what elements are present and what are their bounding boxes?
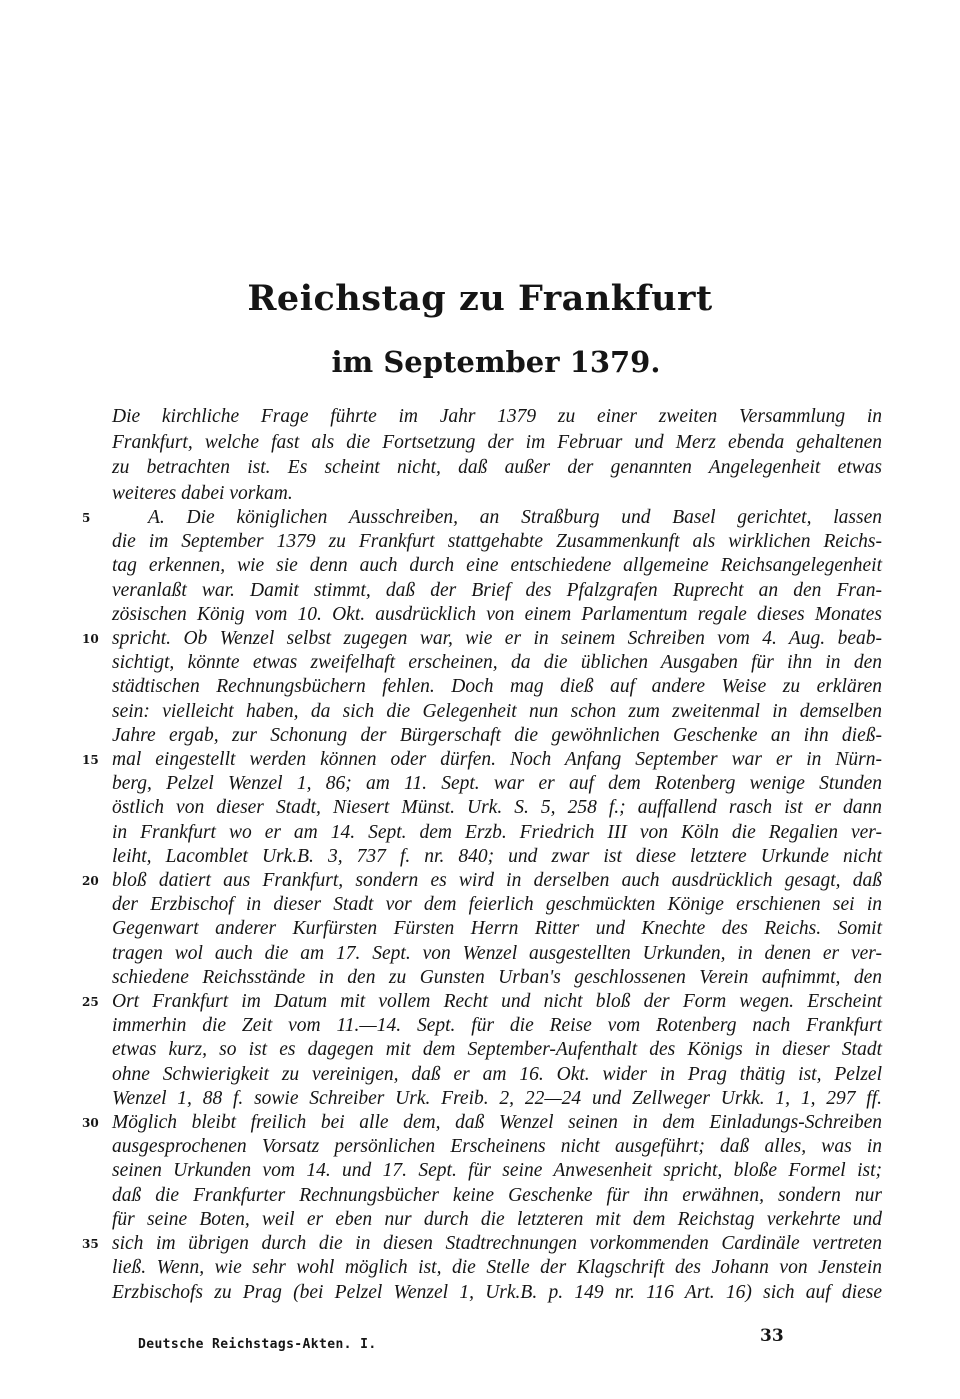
body-line bbox=[112, 1184, 882, 1208]
body-line-text: für seine Boten, weil er eben nur durch die letzteren mit dem Reichstag verkehrte und bbox=[112, 1208, 882, 1230]
body-line-text: Wenzel 1, 88 f. sowie Schreiber Urk. Freib. 2, 22—24 und Zellweger Urkk. 1, 1, 297 ff. bbox=[112, 1087, 882, 1109]
line-number: 10 bbox=[82, 632, 99, 647]
line-number: 15 bbox=[82, 753, 99, 768]
body-line bbox=[112, 1208, 882, 1232]
body-line-text: sein: vielleicht haben, da sich die Gelegenheit nun schon zum zweitenmal in demselben bbox=[112, 700, 882, 722]
body-line bbox=[82, 627, 882, 651]
body-line-text: seinen Urkunden vom 14. und 17. Sept. für seine Anwesenheit spricht, bloße Formel ist; bbox=[112, 1160, 882, 1182]
body-line bbox=[112, 917, 882, 941]
body-line bbox=[82, 1111, 882, 1135]
body-line bbox=[82, 748, 882, 772]
body-line bbox=[112, 1159, 882, 1183]
body-line bbox=[112, 554, 882, 578]
body-line bbox=[112, 579, 882, 603]
page-number: 33 bbox=[760, 1326, 784, 1346]
body-line-text: immerhin die Zeit vom 11.—14. Sept. für die Reise vom Rotenberg nach Frankfurt bbox=[112, 1015, 882, 1037]
body-line bbox=[112, 1063, 882, 1087]
body-line-text: die im September 1379 zu Frankfurt stattgehabte Zusammenkunft als wirklichen Reichs- bbox=[112, 531, 882, 553]
body-line-text: Möglich bleibt freilich bei alle dem, daß Wenzel seinen in dem Einladungs-Schreiben bbox=[112, 1112, 882, 1134]
body-line bbox=[112, 1014, 882, 1038]
body-line-text: A. Die königlichen Ausschreiben, an Straßburg und Basel gerichtet, lassen bbox=[148, 507, 882, 528]
body-line-text: in Frankfurt wo er am 14. Sept. dem Erzb. Friedrich III von Köln die Regalien ver- bbox=[112, 821, 882, 843]
body-line-text: Ort Frankfurt im Datum mit vollem Recht und nicht bloß der Form wegen. Erscheint bbox=[112, 991, 882, 1013]
body-line-text: mal eingestellt werden können oder dürfen. Noch Anfang September war er in Nürn- bbox=[112, 749, 882, 771]
body-line bbox=[112, 675, 882, 699]
body-line bbox=[112, 724, 882, 748]
body-line-text: tragen wol auch die am 17. Sept. von Wenzel ausgestellten Urkunden, in denen er ver- bbox=[112, 942, 882, 964]
body-line-text: ausgesprochenen Vorsatz persönlichen Erscheinens nicht ausgeführt; daß alles, was in bbox=[112, 1136, 882, 1158]
body-line bbox=[112, 1281, 882, 1305]
body-line-text: Gegenwart anderer Kurfürsten Fürsten Herrn Ritter und Knechte des Reichs. Somit bbox=[112, 918, 882, 940]
body-line bbox=[112, 796, 882, 820]
body-line-text: schiedene Reichsstände in den zu Gunsten Urban's geschlossenen Verein aufnimmt, den bbox=[112, 966, 882, 988]
body-line-text: veranlaßt war. Damit stimmt, daß der Brief des Pfalzgrafen Ruprecht an den Fran- bbox=[112, 579, 882, 601]
intro-paragraph bbox=[112, 404, 882, 506]
body-line-text: städtischen Rechnungsbüchern fehlen. Doch mag dieß auf andere Weise zu erklären bbox=[112, 676, 882, 698]
body-line bbox=[112, 893, 882, 917]
line-number: 35 bbox=[82, 1237, 99, 1252]
body-line bbox=[112, 1038, 882, 1062]
body-line-text: sichtigt, könnte etwas zweifelhaft erscheinen, da die üblichen Ausgaben für ihn in den bbox=[112, 652, 882, 674]
body-line-text: zösischen König vom 10. Okt. ausdrücklich von einem Parlamentum regale dieses Monates bbox=[112, 603, 882, 625]
body-line bbox=[82, 990, 882, 1014]
body-line-text: etwas kurz, so ist es dagegen mit dem September-Aufenthalt des Königs in dieser Stadt bbox=[112, 1039, 882, 1061]
line-number: 25 bbox=[82, 995, 99, 1010]
intro-line: Frankfurt, welche fast als die Fortsetzung der im Februar und Merz ebenda gehaltenen bbox=[112, 431, 882, 453]
body-line bbox=[112, 1135, 882, 1159]
body-line bbox=[112, 603, 882, 627]
body-line bbox=[112, 845, 882, 869]
body-line bbox=[112, 942, 882, 966]
body-line bbox=[112, 772, 882, 796]
body-line-text: der Erzbischof in dieser Stadt vor dem feierlich geschmückten Könige erschienen sei in bbox=[112, 894, 882, 916]
body-line-text: östlich von dieser Stadt, Niesert Münst. Urk. S. 5, 258 f.; auffallend rasch ist er dann bbox=[112, 797, 882, 819]
footer-series-title: Deutsche Reichstags-Akten. I. bbox=[138, 1337, 377, 1352]
line-number: 5 bbox=[82, 511, 91, 525]
body-line bbox=[112, 1087, 882, 1111]
line-number: 30 bbox=[82, 1116, 99, 1131]
body-line-text: bloß datiert aus Frankfurt, sondern es wird in derselben auch ausdrücklich gesagt, daß bbox=[112, 870, 882, 892]
body-line bbox=[112, 530, 882, 554]
body-line-text: daß die Frankfurter Rechnungsbücher keine Geschenke für ihn erwähnen, sondern nur bbox=[112, 1184, 882, 1206]
page-title: Reichstag zu Frankfurt bbox=[247, 278, 713, 319]
body-line bbox=[112, 966, 882, 990]
body-line bbox=[82, 1232, 882, 1256]
body-line-text: tag erkennen, wie sie denn auch durch eine entschiedene allgemeine Reichsangelegenheit bbox=[112, 555, 882, 577]
body-line bbox=[112, 1256, 882, 1280]
body-line-text: berg, Pelzel Wenzel 1, 86; am 11. Sept. war er auf dem Rotenberg wenige Stunden bbox=[112, 773, 882, 795]
body-line bbox=[82, 869, 882, 893]
body-line bbox=[82, 506, 882, 530]
line-number: 20 bbox=[82, 874, 99, 889]
body-line bbox=[112, 651, 882, 675]
body-line-text: spricht. Ob Wenzel selbst zugegen war, wie er in seinem Schreiben vom 4. Aug. beab- bbox=[112, 628, 882, 650]
intro-line: weiteres dabei vorkam. bbox=[112, 482, 293, 504]
body-line-text: Erzbischofs zu Prag (bei Pelzel Wenzel 1, Urk.B. p. 149 nr. 116 Art. 16) sich auf diese bbox=[112, 1281, 882, 1303]
body-line-text: sich im übrigen durch die in diesen Stadtrechnungen vorkommenden Cardinäle vertreten bbox=[112, 1233, 882, 1255]
body-line-text: leiht, Lacomblet Urk.B. 3, 737 f. nr. 840; und zwar ist diese letztere Urkunde nicht bbox=[112, 845, 882, 867]
body-line bbox=[112, 700, 882, 724]
page-subtitle: im September 1379. bbox=[331, 345, 661, 379]
intro-line: zu betrachten ist. Es scheint nicht, daß außer der genannten Angelegenheit etwas bbox=[112, 457, 882, 478]
body-line-text: ohne Schwierigkeit zu vereinigen, daß er am 16. Okt. wider in Prag thätig ist, Pelzel bbox=[112, 1063, 882, 1085]
body-line-text: Jahre ergab, zur Schonung der Bürgerschaft die gewöhnlichen Geschenke an ihn dieß- bbox=[112, 724, 882, 746]
body-line bbox=[112, 821, 882, 845]
main-paragraph bbox=[82, 506, 882, 1305]
intro-line: Die kirchliche Frage führte im Jahr 1379 zu einer zweiten Versammlung in bbox=[112, 406, 882, 427]
body-line-text: ließ. Wenn, wie sehr wohl möglich ist, die Stelle der Klagschrift des Johann von Jenstein bbox=[112, 1257, 882, 1279]
